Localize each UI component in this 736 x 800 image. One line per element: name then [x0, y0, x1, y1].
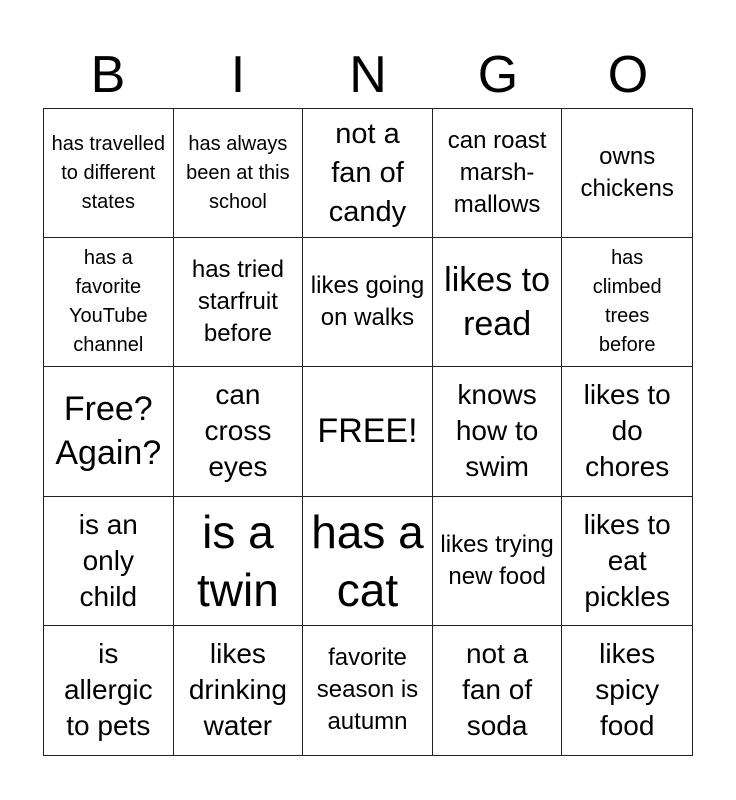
- cell-text: knows how to swim: [455, 379, 539, 483]
- cell-text: likes to read: [444, 261, 550, 344]
- bingo-cell[interactable]: [174, 238, 304, 367]
- bingo-cell[interactable]: [562, 109, 692, 238]
- bingo-cell[interactable]: [44, 109, 174, 238]
- cell-text: is allergic to pets: [63, 638, 153, 742]
- bingo-cell[interactable]: [303, 626, 433, 755]
- bingo-cell[interactable]: [44, 497, 174, 626]
- cell-text: has a cat: [311, 505, 424, 616]
- header-letter-o: O: [607, 46, 649, 104]
- cell-text: not a fan of soda: [462, 638, 533, 742]
- cell-text: likes drinking water: [188, 638, 287, 742]
- cell-text: likes spicy food: [595, 638, 660, 742]
- bingo-cell[interactable]: [562, 497, 692, 626]
- header-letter-b: B: [90, 46, 126, 104]
- bingo-cell[interactable]: [433, 367, 563, 496]
- cell-text: has travelled to different states: [51, 132, 165, 213]
- cell-text: Free? Again?: [55, 390, 162, 473]
- header-letter-i: I: [230, 46, 246, 104]
- cell-text: has a favorite YouTube channel: [69, 247, 148, 357]
- cell-text: can roast marsh-mallows: [447, 127, 547, 219]
- cell-text: not a fan of candy: [328, 117, 407, 228]
- bingo-header: [43, 44, 693, 106]
- cell-text: is an only child: [78, 508, 138, 612]
- cell-text: likes trying new food: [440, 530, 554, 590]
- bingo-cell[interactable]: [433, 626, 563, 755]
- bingo-cell[interactable]: [174, 109, 304, 238]
- cell-text: FREE!: [317, 412, 418, 451]
- free-space-cell[interactable]: [303, 367, 433, 496]
- cell-text: can cross eyes: [204, 379, 272, 483]
- cell-text: has always been at this school: [186, 132, 290, 213]
- bingo-cell[interactable]: [433, 238, 563, 367]
- cell-text: favorite season is autumn: [316, 644, 419, 736]
- bingo-cell[interactable]: [44, 367, 174, 496]
- bingo-cell[interactable]: [562, 626, 692, 755]
- bingo-cell[interactable]: [303, 109, 433, 238]
- bingo-cell[interactable]: [433, 497, 563, 626]
- bingo-cell[interactable]: [44, 238, 174, 367]
- bingo-cell[interactable]: [174, 626, 304, 755]
- cell-text: is a twin: [196, 505, 279, 616]
- bingo-card: [43, 108, 693, 756]
- bingo-cell[interactable]: [174, 367, 304, 496]
- bingo-cell[interactable]: [562, 238, 692, 367]
- cell-text: has climbed trees before: [592, 247, 662, 357]
- cell-text: likes to do chores: [583, 379, 671, 483]
- cell-text: has tried starfruit before: [191, 256, 284, 348]
- bingo-cell[interactable]: [174, 497, 304, 626]
- bingo-cell[interactable]: [44, 626, 174, 755]
- header-letter-g: G: [477, 46, 519, 104]
- bingo-cell[interactable]: [433, 109, 563, 238]
- cell-text: likes going on walks: [310, 272, 425, 332]
- cell-text: likes to eat pickles: [583, 508, 671, 612]
- cell-text: owns chickens: [580, 143, 674, 203]
- bingo-cell[interactable]: [303, 238, 433, 367]
- bingo-cell[interactable]: [562, 367, 692, 496]
- bingo-cell[interactable]: [303, 497, 433, 626]
- header-letter-n: N: [349, 46, 387, 104]
